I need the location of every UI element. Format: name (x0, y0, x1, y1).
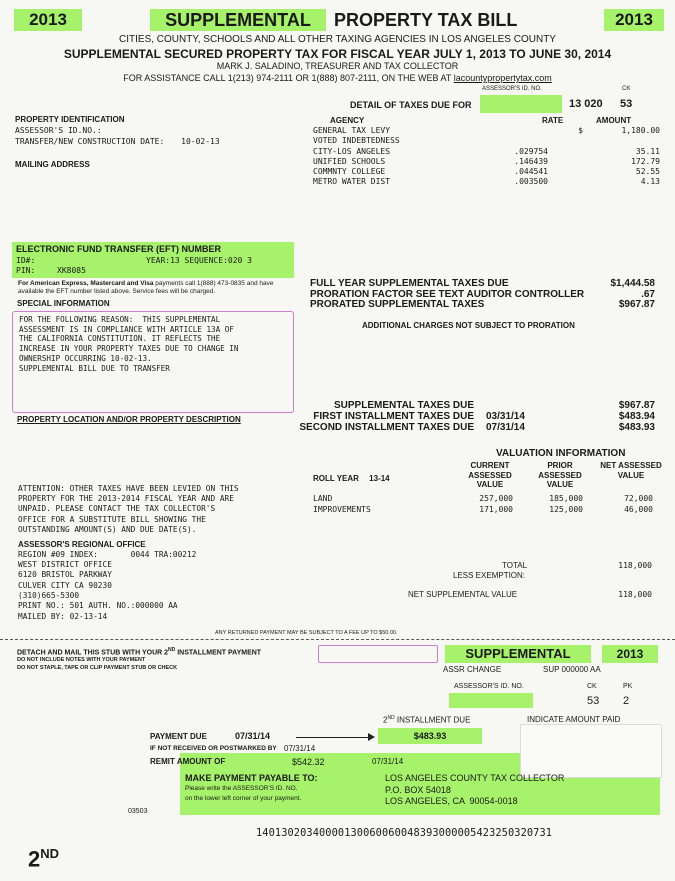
attention-line: UNPAID. PLEASE CONTACT THE TAX COLLECTOR'S (18, 504, 216, 514)
regional-heading: ASSESSOR'S REGIONAL OFFICE (18, 540, 146, 549)
location-heading: PROPERTY LOCATION AND/OR PROPERTY DESCRIPTION (17, 415, 241, 424)
title-supplemental: SUPPLEMENTAL (150, 9, 326, 31)
payable-note-2: on the lower left corner of your payment. (185, 795, 302, 802)
agency-currency (548, 136, 583, 146)
remit-date: 07/31/14 (372, 757, 404, 766)
indicate-amount-label: INDICATE AMOUNT PAID (527, 715, 621, 724)
remit-amount: $542.32 (292, 757, 325, 767)
arrow-right-icon (368, 733, 375, 741)
rate-header: RATE (542, 116, 564, 125)
agency-rate: .003500 (514, 177, 548, 187)
payable-heading: MAKE PAYMENT PAYABLE TO: (185, 773, 318, 783)
assessor-id-line: ASSESSOR'S ID.NO.: (15, 126, 102, 135)
agency-amount: 35.11 (635, 146, 660, 156)
stub-pk-label: PK (623, 683, 633, 690)
roll-year (313, 474, 390, 483)
stub-year: 2013 (602, 645, 658, 663)
agency-rate (483, 126, 548, 136)
header-line-3: MARK J. SALADINO, TREASURER AND TAX COLLECTOR (216, 61, 459, 71)
regional-line: (310)665-5300 (18, 590, 80, 600)
footer-num: 2 (28, 846, 41, 872)
payment-due-label: PAYMENT DUE (150, 732, 207, 741)
attention-line: OUTSTANDING AMOUNT(S) AND DUE DATE(S). (18, 524, 197, 534)
returned-payment-note: ANY RETURNED PAYMENT MAY BE SUBJECT TO A FEE UP TO $50.00. (215, 630, 398, 636)
website-link[interactable]: lacountypropertytax.com (453, 73, 552, 83)
valuation-current: 257,000 (479, 494, 513, 503)
agency-currency (548, 147, 583, 157)
detail-assessor-label: ASSESSOR'S ID. NO. (482, 86, 542, 92)
amount-header: AMOUNT (596, 116, 632, 125)
agency-amount: 172.79 (631, 156, 660, 166)
agency-rate: .146439 (514, 156, 548, 166)
eft-card-note (18, 280, 300, 296)
year-badge-left: 2013 (14, 9, 82, 31)
mailing-address-heading: MAILING ADDRESS (15, 160, 90, 169)
supp-taxes-due-label: SUPPLEMENTAL TAXES DUE (333, 400, 474, 411)
detail-assessor-no: 13 020 (569, 98, 603, 110)
inst-sup: ND (387, 715, 395, 721)
agency-header: AGENCY (330, 116, 365, 125)
amount-paid-field[interactable] (520, 724, 662, 778)
title-property-tax-bill: PROPERTY TAX BILL (334, 10, 518, 30)
regional-address (18, 550, 196, 601)
regional-line: CULVER CITY CA 90230 (18, 580, 112, 590)
valuation-net: 72,000 (624, 494, 653, 503)
payment-due-amount: $483.93 (378, 728, 482, 744)
first-installment-date: 03/31/14 (486, 411, 525, 422)
detail-ck-label: CK (622, 86, 631, 92)
special-info-line: SUPPLEMENTAL BILL DUE TO TRANSFER (19, 363, 170, 373)
valuation-row (313, 494, 658, 505)
detach-instruction (17, 647, 261, 656)
net-supp-label: NET SUPPLEMENTAL VALUE (408, 590, 518, 599)
agency-amount: 1,180.00 (621, 126, 660, 135)
installment-number (28, 846, 59, 872)
valuation-label: LAND (313, 494, 333, 503)
collector-line: LOS ANGELES, CA 90054-0018 (385, 796, 518, 806)
agency-row (313, 167, 660, 177)
transfer-date: 10-02-13 (181, 137, 220, 146)
header-line-2: SUPPLEMENTAL SECURED PROPERTY TAX FOR FISCAL YEAR JULY 1, 2013 TO JUNE 30, 2014 (63, 47, 612, 61)
agency-row (313, 126, 660, 136)
eft-id-label: ID#: (16, 256, 36, 265)
second-installment-date: 07/31/14 (486, 422, 525, 433)
if-not-date: 07/31/14 (284, 744, 316, 753)
agency-rate (483, 136, 548, 146)
second-installment-label: SECOND INSTALLMENT TAXES DUE (299, 422, 474, 433)
transfer-label: TRANSFER/NEW CONSTRUCTION DATE: (15, 137, 165, 146)
agency-row (313, 136, 660, 146)
valuation-label: IMPROVEMENTS (313, 504, 371, 514)
stub-redacted-box (318, 645, 438, 663)
detail-ck: 53 (620, 98, 633, 110)
payment-due-date: 07/31/14 (235, 731, 271, 741)
less-exemption: LESS EXEMPTION: (453, 571, 526, 580)
agency-name: METRO WATER DIST (313, 177, 391, 187)
detach-sup: ND (168, 647, 176, 653)
agency-name: COMMNTY COLLEGE (313, 167, 386, 177)
eft-box (12, 242, 294, 278)
stub-ck-label: CK (587, 683, 597, 690)
eft-heading: ELECTRONIC FUND TRANSFER (EFT) NUMBER (16, 244, 221, 254)
valuation-table (313, 494, 658, 515)
total-label: TOTAL (502, 561, 528, 570)
detach-pre: DETACH AND MAIL THIS STUB WITH YOUR 2 (17, 649, 169, 657)
header-line-4 (0, 73, 675, 83)
prorated-label: PRORATED SUPPLEMENTAL TAXES (310, 299, 485, 310)
special-info-line: OWNERSHIP OCCURRING 10-02-13. (19, 353, 152, 363)
agency-amount: 52.55 (635, 167, 660, 177)
remit-label: REMIT AMOUNT OF (150, 757, 226, 766)
additional-charges: ADDITIONAL CHARGES NOT SUBJECT TO PRORATION (362, 321, 575, 330)
stub-supplemental: SUPPLEMENTAL (445, 645, 591, 663)
valuation-heading: VALUATION INFORMATION (496, 448, 626, 459)
eft-year-seq: YEAR:13 SEQUENCE:020 3 (146, 256, 252, 265)
assistance-text: FOR ASSISTANCE CALL 1(213) 974-2111 OR 1(888) 807-2111, ON THE WEB AT (123, 73, 452, 83)
stub-note-1: DO NOT INCLUDE NOTES WITH YOUR PAYMENT (17, 657, 146, 663)
col-current: CURRENT ASSESSED VALUE (468, 461, 512, 489)
attention-line: ATTENTION: OTHER TAXES HAVE BEEN LEVIED ON THIS (18, 484, 239, 493)
col-prior: PRIOR ASSESSED VALUE (538, 461, 582, 489)
agency-row (313, 157, 660, 167)
print-no: PRINT NO.: 501 AUTH. NO.:000000 AA (18, 601, 178, 610)
valuation-prior: 185,000 (549, 494, 583, 503)
transfer-line (15, 137, 220, 146)
agency-amount (583, 136, 660, 146)
stub-ck: 53 (587, 695, 600, 707)
property-id-heading: PROPERTY IDENTIFICATION (15, 115, 125, 124)
scan-line: 14013020340000130060060048393000005423250320731 (256, 827, 553, 839)
prorated-value: $967.87 (618, 299, 655, 310)
mailed-by: MAILED BY: 02-13-14 (18, 612, 108, 621)
agency-rate: .029754 (514, 146, 548, 156)
agency-name: UNIFIED SCHOOLS (313, 156, 386, 166)
stub-code: 03503 (128, 808, 148, 815)
sup-code: SUP 000000 AA (543, 665, 601, 674)
special-info-line: ASSESSMENT IS IN COMPLIANCE WITH ARTICLE 13A OF (19, 324, 234, 334)
installment-due-label (383, 715, 470, 725)
eft-card-note-bold: For American Express, Mastercard and Visa (18, 280, 154, 287)
valuation-net: 46,000 (624, 504, 653, 514)
special-info-line: FOR THE FOLLOWING REASON: THIS SUPPLEMENTAL (19, 315, 221, 324)
first-installment-label: FIRST INSTALLMENT TAXES DUE (313, 411, 474, 422)
agency-row (313, 177, 660, 187)
agency-table (313, 126, 660, 188)
agency-name: CITY-LOS ANGELES (313, 146, 391, 156)
proration-label: PRORATION FACTOR SEE TEXT AUDITOR CONTROLLER (310, 289, 585, 300)
assessor-id-redacted (480, 95, 562, 113)
agency-amount: 4.13 (640, 177, 660, 187)
year-badge-right: 2013 (604, 9, 664, 31)
second-installment-value: $483.93 (618, 422, 655, 433)
valuation-prior: 125,000 (549, 504, 583, 514)
agency-name: VOTED INDEBTEDNESS (313, 136, 400, 146)
full-year-label: FULL YEAR SUPPLEMENTAL TAXES DUE (310, 278, 509, 289)
collector-line: LOS ANGELES COUNTY TAX COLLECTOR (385, 773, 565, 783)
special-info-heading: SPECIAL INFORMATION (17, 299, 110, 308)
regional-line: 6120 BRISTOL PARKWAY (18, 570, 112, 580)
proration-value: .67 (641, 289, 655, 300)
agency-name: GENERAL TAX LEVY (313, 126, 391, 135)
attention-text (18, 484, 239, 535)
eft-pin-label: PIN: (16, 266, 36, 275)
agency-rate: .044541 (514, 167, 548, 177)
agency-row (313, 147, 660, 157)
col-net: NET ASSESSED VALUE (600, 461, 662, 480)
collector-address (385, 773, 564, 808)
agency-currency: $ (578, 126, 583, 135)
full-year-value: $1,444.58 (610, 278, 655, 289)
detail-label: DETAIL OF TAXES DUE FOR (350, 100, 472, 110)
agency-currency (548, 167, 583, 177)
assr-change: ASSR CHANGE (443, 665, 502, 674)
agency-currency (548, 157, 583, 167)
stub-assessor-label: ASSESSOR'S ID. NO. (454, 683, 524, 690)
roll-year-label: ROLL YEAR (313, 474, 359, 483)
special-info-box (12, 311, 294, 413)
roll-year-value: 13-14 (369, 474, 390, 483)
stub-pk: 2 (623, 695, 630, 707)
header-line-1: CITIES, COUNTY, SCHOOLS AND ALL OTHER TAXING AGENCIES IN LOS ANGELES COUNTY (119, 34, 556, 45)
footer-sup: ND (40, 846, 60, 861)
inst-pre: 2 (383, 715, 388, 725)
eft-pin: XK8085 (57, 266, 86, 275)
perforation-line (0, 639, 675, 640)
total-value: 118,000 (618, 561, 652, 570)
regional-line: WEST DISTRICT OFFICE (18, 560, 112, 570)
detach-post: INSTALLMENT PAYMENT (175, 649, 262, 657)
valuation-row (313, 505, 658, 516)
stub-assessor-redacted (449, 693, 533, 708)
first-installment-value: $483.94 (618, 411, 655, 422)
agency-currency (548, 177, 583, 187)
inst-post: INSTALLMENT DUE (394, 715, 471, 725)
stub-note-2: DO NOT STAPLE, TAPE OR CLIP PAYMENT STUB OR CHECK (17, 665, 178, 671)
regional-line: REGION #09 INDEX: 0044 TRA:00212 (18, 550, 197, 559)
if-not-label: IF NOT RECEIVED OR POSTMARKED BY (150, 745, 277, 752)
supp-taxes-due-value: $967.87 (618, 400, 655, 411)
special-info-line: INCREASE IN YOUR PROPERTY TAXES DUE TO CHANGE IN (19, 344, 239, 354)
arrow-line (296, 737, 368, 738)
valuation-current: 171,000 (479, 504, 513, 514)
attention-line: PROPERTY FOR THE 2013-2014 FISCAL YEAR AND ARE (18, 494, 234, 504)
collector-line: P.O. BOX 54018 (385, 784, 451, 795)
special-info-text (19, 315, 238, 373)
net-supp-value: 118,000 (618, 590, 652, 599)
special-info-line: THE CALIFORNIA CONSTITUTION. IT REFLECTS THE (19, 334, 221, 344)
eft-card-note-rest: payments call 1(888) 473-0835 and have available the EFT number listed above. Service fees will be charged. (18, 280, 274, 295)
payable-note-1: Please write the ASSESSOR'S ID. NO. (185, 785, 298, 792)
attention-line: OFFICE FOR A SUBSTITUTE BILL SHOWING THE (18, 514, 206, 524)
